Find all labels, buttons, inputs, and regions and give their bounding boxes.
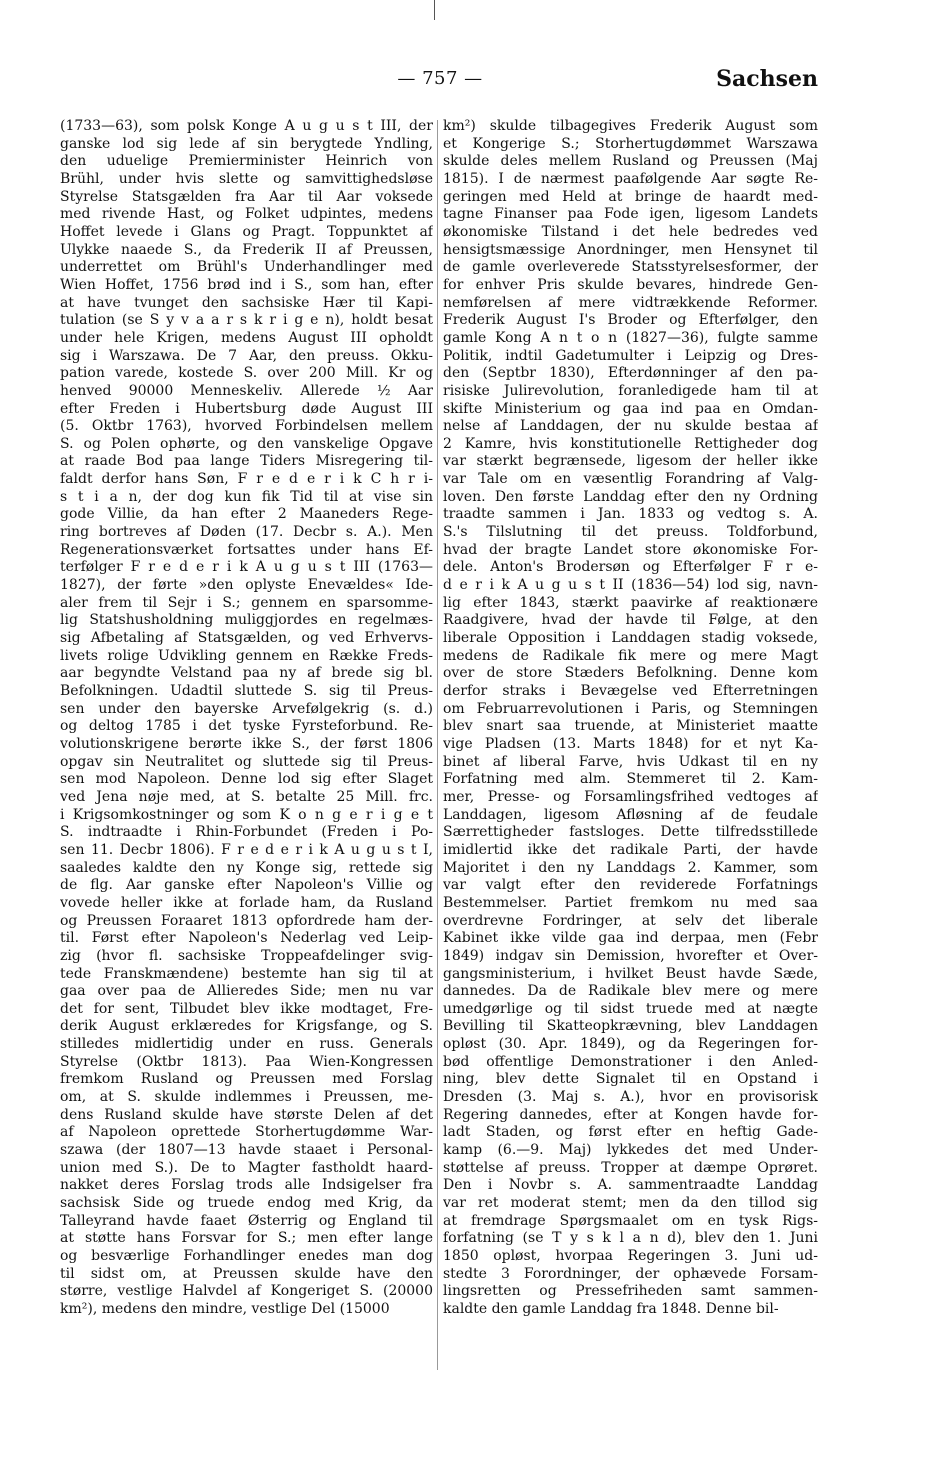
text-line: opløst (30. Apr. 1849), og da Regeringen for- bbox=[443, 1036, 818, 1053]
text-line: binet af liberal Farve, hvis Udkast til en ny bbox=[443, 753, 818, 770]
text-line: de flg. Aar ganske efter Napoleon's Villie og bbox=[60, 877, 433, 894]
text-line: bød offentlige Demonstrationer i den Anled- bbox=[443, 1053, 818, 1070]
text-line: union med S.). De to Magter fastholdt haard- bbox=[60, 1159, 433, 1176]
text-line: S.'s Tilslutning til det preuss. Toldforbund, bbox=[443, 524, 818, 541]
text-line: var ret moderat stemt; men da den tillod sig bbox=[443, 1195, 818, 1212]
text-line: 1850 opløst, hvorpaa Regeringen 3. Juni ud- bbox=[443, 1248, 818, 1264]
text-line: aar begyndte Velstand paa ny af brede sig bl. bbox=[60, 665, 433, 682]
text-line: nelse af Landdagen, der nu skulde bestaa af bbox=[443, 418, 818, 435]
text-line: sachsisk Side og truede endog med Krig, da bbox=[60, 1195, 433, 1212]
text-line: skulde deles mellem Rusland og Preussen (Maj bbox=[443, 153, 818, 170]
text-line: derfor straks i Bevægelse ved Efterretningen bbox=[443, 683, 818, 699]
text-line: den (Septbr 1830), Efterdønninger af den pa- bbox=[443, 365, 818, 382]
text-line: det for sent, Tilbudet blev ikke modtaget, Fre- bbox=[60, 1000, 433, 1017]
text-line: ning, blev dette Signalet til en Opstand i bbox=[443, 1071, 818, 1088]
text-line: stedte 3 Forordninger, der ophævede Forsam- bbox=[443, 1265, 818, 1282]
text-line: gangsministerium, i hvilket Beust havde Sæde, bbox=[443, 965, 818, 982]
text-line: vige Pladsen (13. Marts 1848) for et nyt Ka- bbox=[443, 735, 818, 752]
text-line: at have tvunget den sachsiske Hær til Kapi- bbox=[60, 294, 433, 311]
text-line: ved Jena nøje med, at S. betalte 25 Mill. frc. bbox=[60, 788, 433, 805]
text-line: overdrevne Fordringer, at selv det liberale bbox=[443, 912, 818, 929]
text-line: om, at S. skulde indlemmes i Preussen, me- bbox=[60, 1089, 433, 1106]
text-line: og besværlige Forhandlinger enedes man dog bbox=[60, 1248, 433, 1264]
text-line: Kabinet ikke vilde gaa ind derpaa, men (Febr bbox=[443, 930, 818, 947]
text-line: szawa (der 1807—13 havde staaet i Personal- bbox=[60, 1142, 433, 1159]
text-line: til. Først efter Napoleon's Nederlag ved Leip- bbox=[60, 930, 433, 947]
text-line: var Tale om en væsentlig Forandring af Valg- bbox=[443, 471, 818, 488]
text-line: under hele Krigen, medens August III opholdt bbox=[60, 329, 433, 346]
text-line: s t i a n, der dog kun fik Tid til at vise sin bbox=[60, 488, 433, 505]
text-line: liberale Opposition i Landdagen stadig voksede, bbox=[443, 630, 818, 647]
text-line: ring bortreves af Døden (17. Decbr s. A.). Men bbox=[60, 524, 433, 541]
text-line: var valgt efter den reviderede Forfatnings bbox=[443, 877, 818, 894]
text-line: lig Statshusholdning muliggjordes en regelmæs- bbox=[60, 612, 433, 629]
text-line: fremkom Rusland og Preussen med Forslag bbox=[60, 1071, 433, 1088]
text-line: stilledes midlertidig under en russ. Generals bbox=[60, 1036, 433, 1053]
text-line: var stærkt begrænsede, ligesom der heller ikke bbox=[443, 453, 818, 470]
text-line: skifte Ministerium og gaa ind paa en Omdan- bbox=[443, 400, 818, 417]
text-line: støttelse af preuss. Tropper at dæmpe Oprøret. bbox=[443, 1159, 818, 1176]
text-line: Talleyrand havde faaet Østerrig og England til bbox=[60, 1212, 433, 1229]
text-line: Befolkningen. Udadtil sluttede S. sig til Preus- bbox=[60, 683, 433, 699]
text-line: henved 90000 Menneskeliv. Allerede ½ Aar bbox=[60, 382, 433, 399]
text-line: gamle Kong A n t o n (1827—36), fulgte samme bbox=[443, 329, 818, 346]
text-line: de gamle overleverede Statsstyrelsesformer, der bbox=[443, 259, 818, 276]
text-line: Den i Novbr s. A. sammentraadte Landdag bbox=[443, 1177, 818, 1194]
text-line: økonomiske Tilstand i det hele bedredes ved bbox=[443, 223, 818, 240]
text-line: sen under den bayerske Arvefølgekrig (s. d.) bbox=[60, 700, 433, 717]
text-line: dannedes. Da de Radikale blev mere og mere bbox=[443, 983, 818, 1000]
text-line: Hoffet levede i Glans og Pragt. Toppunktet af bbox=[60, 223, 433, 240]
text-line: til sidst om, at Preussen skulde have den bbox=[60, 1265, 433, 1282]
text-line: Landdagen, ligesom Afløsning af de feudale bbox=[443, 806, 818, 823]
text-line: km²), medens den mindre, vestlige Del (15000 bbox=[60, 1300, 390, 1317]
text-line: 1827), der førte »den oplyste Enevældes« Ide- bbox=[60, 577, 433, 594]
text-line: livets rolige Udvikling gennem en Række Freds- bbox=[60, 647, 433, 664]
text-line: Wien Hoffet, 1756 brød ind i S., som han, efter bbox=[60, 276, 433, 293]
text-line: gode Villie, da han efter 2 Maaneders Rege- bbox=[60, 506, 433, 523]
text-line: nakket deres Forslag trods alle Indsigelser fra bbox=[60, 1177, 433, 1194]
text-line: tagne Finanser paa Fode igen, ligesom Landets bbox=[443, 206, 818, 223]
text-line: vovede heller ikke at forlade ham, da Rusland bbox=[60, 894, 433, 911]
text-line: at støtte hans Forsvar for S.; men efter lange bbox=[60, 1230, 433, 1247]
text-line: lingsretten og Pressefriheden samt sammen- bbox=[443, 1283, 818, 1300]
text-line: Dresden (3. Maj s. A.), hvor en provisorisk bbox=[443, 1089, 818, 1106]
text-line: Regenerationsværket fortsattes under hans Ef- bbox=[60, 541, 433, 558]
text-line: opgav sin Neutralitet og sluttede sig til Preus- bbox=[60, 753, 433, 770]
text-line: volutionskrigene berørte ikke S., der først 1806 bbox=[60, 735, 433, 752]
text-line: 1815). I de nærmest paafølgende Aar søgte Re- bbox=[443, 170, 818, 187]
text-line: Ulykke naaede S., da Frederik II af Preussen, bbox=[60, 241, 433, 258]
text-line: 1849) indgav sin Demission, hvorefter et Over- bbox=[443, 947, 818, 964]
text-line: terfølger F r e d e r i k A u g u s t III (1763— bbox=[60, 559, 433, 576]
text-line: Brühl, under hvis slette og samvittighedsløse bbox=[60, 170, 433, 187]
text-line: Styrelse Statsgælden fra Aar til Aar voksede bbox=[60, 188, 433, 205]
text-line: geringen med Held at bringe de haardt med- bbox=[443, 188, 818, 205]
text-line: den uduelige Premierminister Heinrich von bbox=[60, 153, 433, 170]
text-line: blev snart saa truende, at Ministeriet maatte bbox=[443, 718, 818, 735]
text-line: S. indtraadte i Rhin-Forbundet (Freden i Po- bbox=[60, 824, 433, 841]
running-head: Sachsen bbox=[716, 66, 818, 92]
text-line: ladt Staden, og først efter en heftig Gade- bbox=[443, 1124, 818, 1141]
right-column bbox=[443, 118, 818, 1319]
text-line: nemførelsen af mere vidtrækkende Reformer. bbox=[443, 294, 818, 311]
text-line: Raadgivere, hvad der havde til Følge, at den bbox=[443, 612, 818, 629]
text-line: at raade Bod paa lange Tiders Misregering til- bbox=[60, 453, 433, 470]
text-line: derik August erklæredes for Krigsfange, og S. bbox=[60, 1018, 433, 1035]
text-line: med rivende Hast, og Folket udpintes, medens bbox=[60, 206, 433, 223]
text-line: faldt derfor hans Søn, F r e d e r i k C h r i- bbox=[60, 471, 433, 488]
text-line: Politik, indtil Gadetumulter i Leipzig og Dres- bbox=[443, 347, 818, 364]
text-line: underrettet om Brühl's Underhandlinger med bbox=[60, 259, 433, 276]
text-line: ganske lod sig lede af sin berygtede Yndling, bbox=[60, 135, 433, 152]
text-line: at fremdrage Spørgsmaalet om en tysk Rigs- bbox=[443, 1212, 818, 1229]
text-line: zig (hvor fl. sachsiske Troppeafdelinger svig- bbox=[60, 947, 433, 964]
text-line: traadte sammen i Jan. 1833 og vedtog s. A. bbox=[443, 506, 818, 523]
left-column bbox=[60, 118, 433, 1319]
text-line: forfatning (se T y s k l a n d), blev den 1. Juni bbox=[443, 1230, 818, 1247]
text-line: i Krigsomkostninger og som K o n g e r i g e t bbox=[60, 806, 433, 823]
text-line: Bevilling til Skatteopkrævning, blev Landdagen bbox=[443, 1018, 818, 1035]
text-line: d e r i k A u g u s t II (1836—54) lod sig, navn- bbox=[443, 577, 818, 594]
text-line: sig i Warszawa. De 7 Aar, den preuss. Okku- bbox=[60, 347, 433, 364]
text-line: Frederik August I's Broder og Efterfølger, den bbox=[443, 312, 818, 329]
text-line: medens de Radikale fik mere og mere Magt bbox=[443, 647, 818, 664]
text-line: sen 11. Decbr 1806). F r e d e r i k A u g u s t I, bbox=[60, 841, 433, 858]
text-line: umedgørlige og til sidst truede med at nægte bbox=[443, 1000, 818, 1017]
top-rule bbox=[434, 0, 435, 20]
text-line: og Preussen Foraaret 1813 opfordrede ham der- bbox=[60, 912, 433, 929]
text-line: større, vestlige Halvdel af Kongeriget S. (20000 bbox=[60, 1283, 433, 1300]
text-line: tulation (se S y v a a r s k r i g e n), holdt besat bbox=[60, 312, 433, 329]
text-line: aler frem til Sejr i S.; gennem en sparsomme- bbox=[60, 594, 433, 611]
text-line: af Napoleon oprettede Storhertugdømme War- bbox=[60, 1124, 433, 1141]
text-line: km²) skulde tilbagegives Frederik August som bbox=[443, 118, 818, 134]
text-line: om Februarrevolutionen i Paris, og Stemningen bbox=[443, 700, 818, 717]
text-line: hensigtsmæssige Anordninger, men Hensynet til bbox=[443, 241, 818, 258]
page-number: — 757 — bbox=[397, 68, 483, 89]
text-line: et Kongerige S.; Storhertugdømmet Warszawa bbox=[443, 135, 818, 152]
text-line: for enhver Pris skulde bevares, hindrede Gen- bbox=[443, 276, 818, 293]
text-line: lig efter 1843, stærkt paavirke af reaktionære bbox=[443, 594, 818, 611]
text-line: saaledes kaldte den ny Konge sig, rettede sig bbox=[60, 859, 433, 876]
column-divider bbox=[437, 120, 438, 1370]
text-line: kamp (6.—9. Maj) lykkedes det med Under- bbox=[443, 1142, 818, 1159]
text-line: mer, Presse- og Forsamlingsfrihed vedtoges af bbox=[443, 788, 818, 805]
text-line: og deltog 1785 i det tyske Fyrsteforbund. Re- bbox=[60, 718, 433, 735]
text-line: (5. Oktbr 1763), hvorved Forbindelsen mellem bbox=[60, 418, 433, 435]
text-line: Regering dannedes, efter at Kongen havde for- bbox=[443, 1106, 818, 1123]
text-line: dele. Anton's Brodersøn og Efterfølger F r e- bbox=[443, 559, 818, 576]
text-line: efter Freden i Hubertsburg døde August III bbox=[60, 400, 433, 417]
text-line: Bestemmelser. Partiet fremkom nu med saa bbox=[443, 894, 818, 911]
text-line: dens Rusland skulde have største Delen af det bbox=[60, 1106, 433, 1123]
text-line: Styrelse (Oktbr 1813). Paa Wien-Kongressen bbox=[60, 1053, 433, 1070]
text-line: S. og Polen ophørte, og den vanskelige Opgave bbox=[60, 435, 433, 452]
text-line: Majoritet i den ny Landdags 2. Kammer, som bbox=[443, 859, 818, 876]
text-line: hvad der bragte Landet store økonomiske For- bbox=[443, 541, 818, 558]
text-line: gaa over paa de Allieredes Side; men nu var bbox=[60, 983, 433, 1000]
text-line: (1733—63), som polsk Konge A u g u s t III, der bbox=[60, 118, 433, 134]
text-line: pation varede, kostede S. over 200 Mill. Kr og bbox=[60, 365, 433, 382]
text-line: Forfatning med alm. Stemmeret til 2. Kam- bbox=[443, 771, 818, 788]
text-line: sen mod Napoleon. Denne lod sig efter Slaget bbox=[60, 771, 433, 788]
text-line: loven. Den første Landdag efter den ny Ordning bbox=[443, 488, 818, 505]
text-line: kaldte den gamle Landdag fra 1848. Denne bil- bbox=[443, 1300, 779, 1317]
text-line: Særrettigheder fastsloges. Dette tilfredsstillede bbox=[443, 824, 818, 841]
text-line: sig Afbetaling af Statsgælden, og ved Erhvervs- bbox=[60, 630, 433, 647]
text-line: imidlertid ikke det radikale Parti, der havde bbox=[443, 841, 818, 858]
text-line: over de store Stæders Befolkning. Denne kom bbox=[443, 665, 818, 682]
text-line: risiske Julirevolution, foranledigede ham til at bbox=[443, 382, 818, 399]
text-line: 2 Kamre, hvis konstitutionelle Rettigheder dog bbox=[443, 435, 818, 452]
text-line: tede Franskmændene) bestemte han sig til at bbox=[60, 965, 433, 982]
